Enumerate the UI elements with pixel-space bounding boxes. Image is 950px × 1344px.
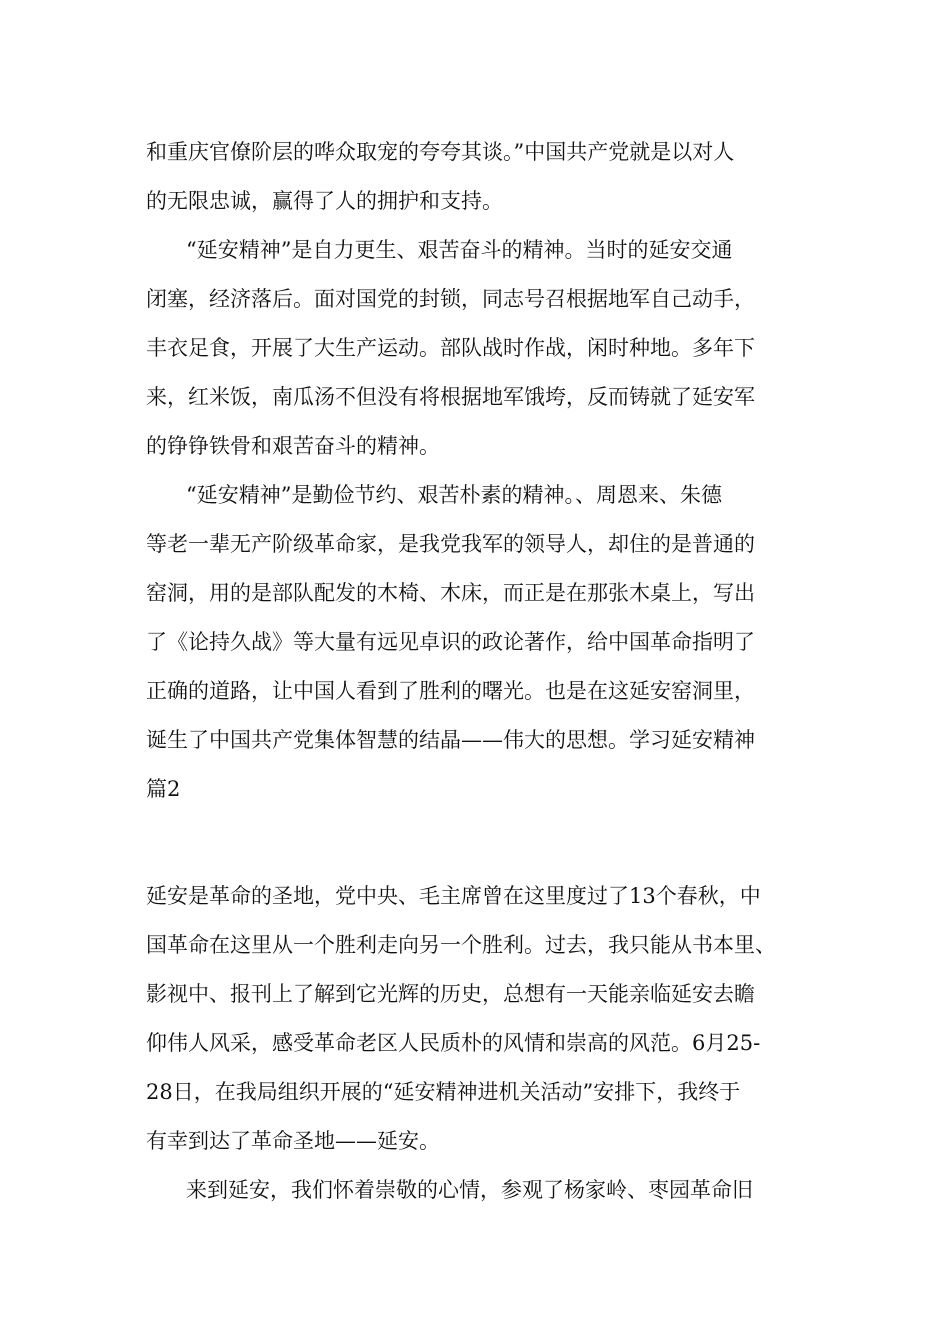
text-line: 仰伟人风采，感受革命老区人民质朴的风情和崇高的风范。6月25- — [146, 1031, 761, 1055]
section-1-text — [146, 128, 826, 814]
text-line: 国革命在这里从一个胜利走向另一个胜利。过去，我只能从书本里、 — [146, 933, 776, 957]
text-line: 等老一辈无产阶级革命家，是我党我军的领导人，却住的是普通的 — [146, 532, 755, 556]
section-heading: 篇2 — [146, 777, 181, 801]
text-line: 的无限忠诚，赢得了人的拥护和支持。 — [146, 189, 503, 213]
paragraph-first-line: “延安精神”是自力更生、艰苦奋斗的精神。当时的延安交通 — [186, 238, 733, 262]
text-line: 有幸到达了革命圣地——延安。 — [146, 1129, 440, 1153]
text-line: 28日，在我局组织开展的“延安精神进机关活动”安排下，我终于 — [146, 1080, 741, 1104]
text-line: 的铮铮铁骨和艰苦奋斗的精神。 — [146, 434, 440, 458]
text-line: 正确的道路，让中国人看到了胜利的曙光。也是在这延安窑洞里， — [146, 679, 755, 703]
text-line: 闭塞，经济落后。面对国党的封锁，同志号召根据地军自己动手， — [146, 287, 755, 311]
text-line: 影视中、报刊上了解到它光辉的历史，总想有一天能亲临延安去瞻 — [146, 982, 755, 1006]
text-line: 来，红米饭，南瓜汤不但没有将根据地军饿垮，反而铸就了延安军 — [146, 385, 755, 409]
text-line: 丰衣足食，开展了大生产运动。部队战时作战，闲时种地。多年下 — [146, 336, 755, 360]
paragraph-first-line: 来到延安，我们怀着崇敬的心情，参观了杨家岭、枣园革命旧 — [186, 1178, 753, 1202]
text-line: 诞生了中国共产党集体智慧的结晶——伟大的思想。学习延安精神 — [146, 728, 755, 752]
section-2-text — [146, 872, 826, 1215]
text-line: 延安是革命的圣地，党中央、毛主席曾在这里度过了13个春秋，中 — [146, 884, 761, 908]
text-line: 窑洞，用的是部队配发的木椅、木床，而正是在那张木桌上，写出 — [146, 581, 755, 605]
text-line: 和重庆官僚阶层的哗众取宠的夸夸其谈。”中国共产党就是以对人 — [146, 140, 735, 164]
paragraph-first-line: “延安精神”是勤俭节约、艰苦朴素的精神。、周恩来、朱德 — [186, 483, 722, 507]
text-line: 了《论持久战》等大量有远见卓识的政论著作，给中国革命指明了 — [146, 630, 755, 654]
